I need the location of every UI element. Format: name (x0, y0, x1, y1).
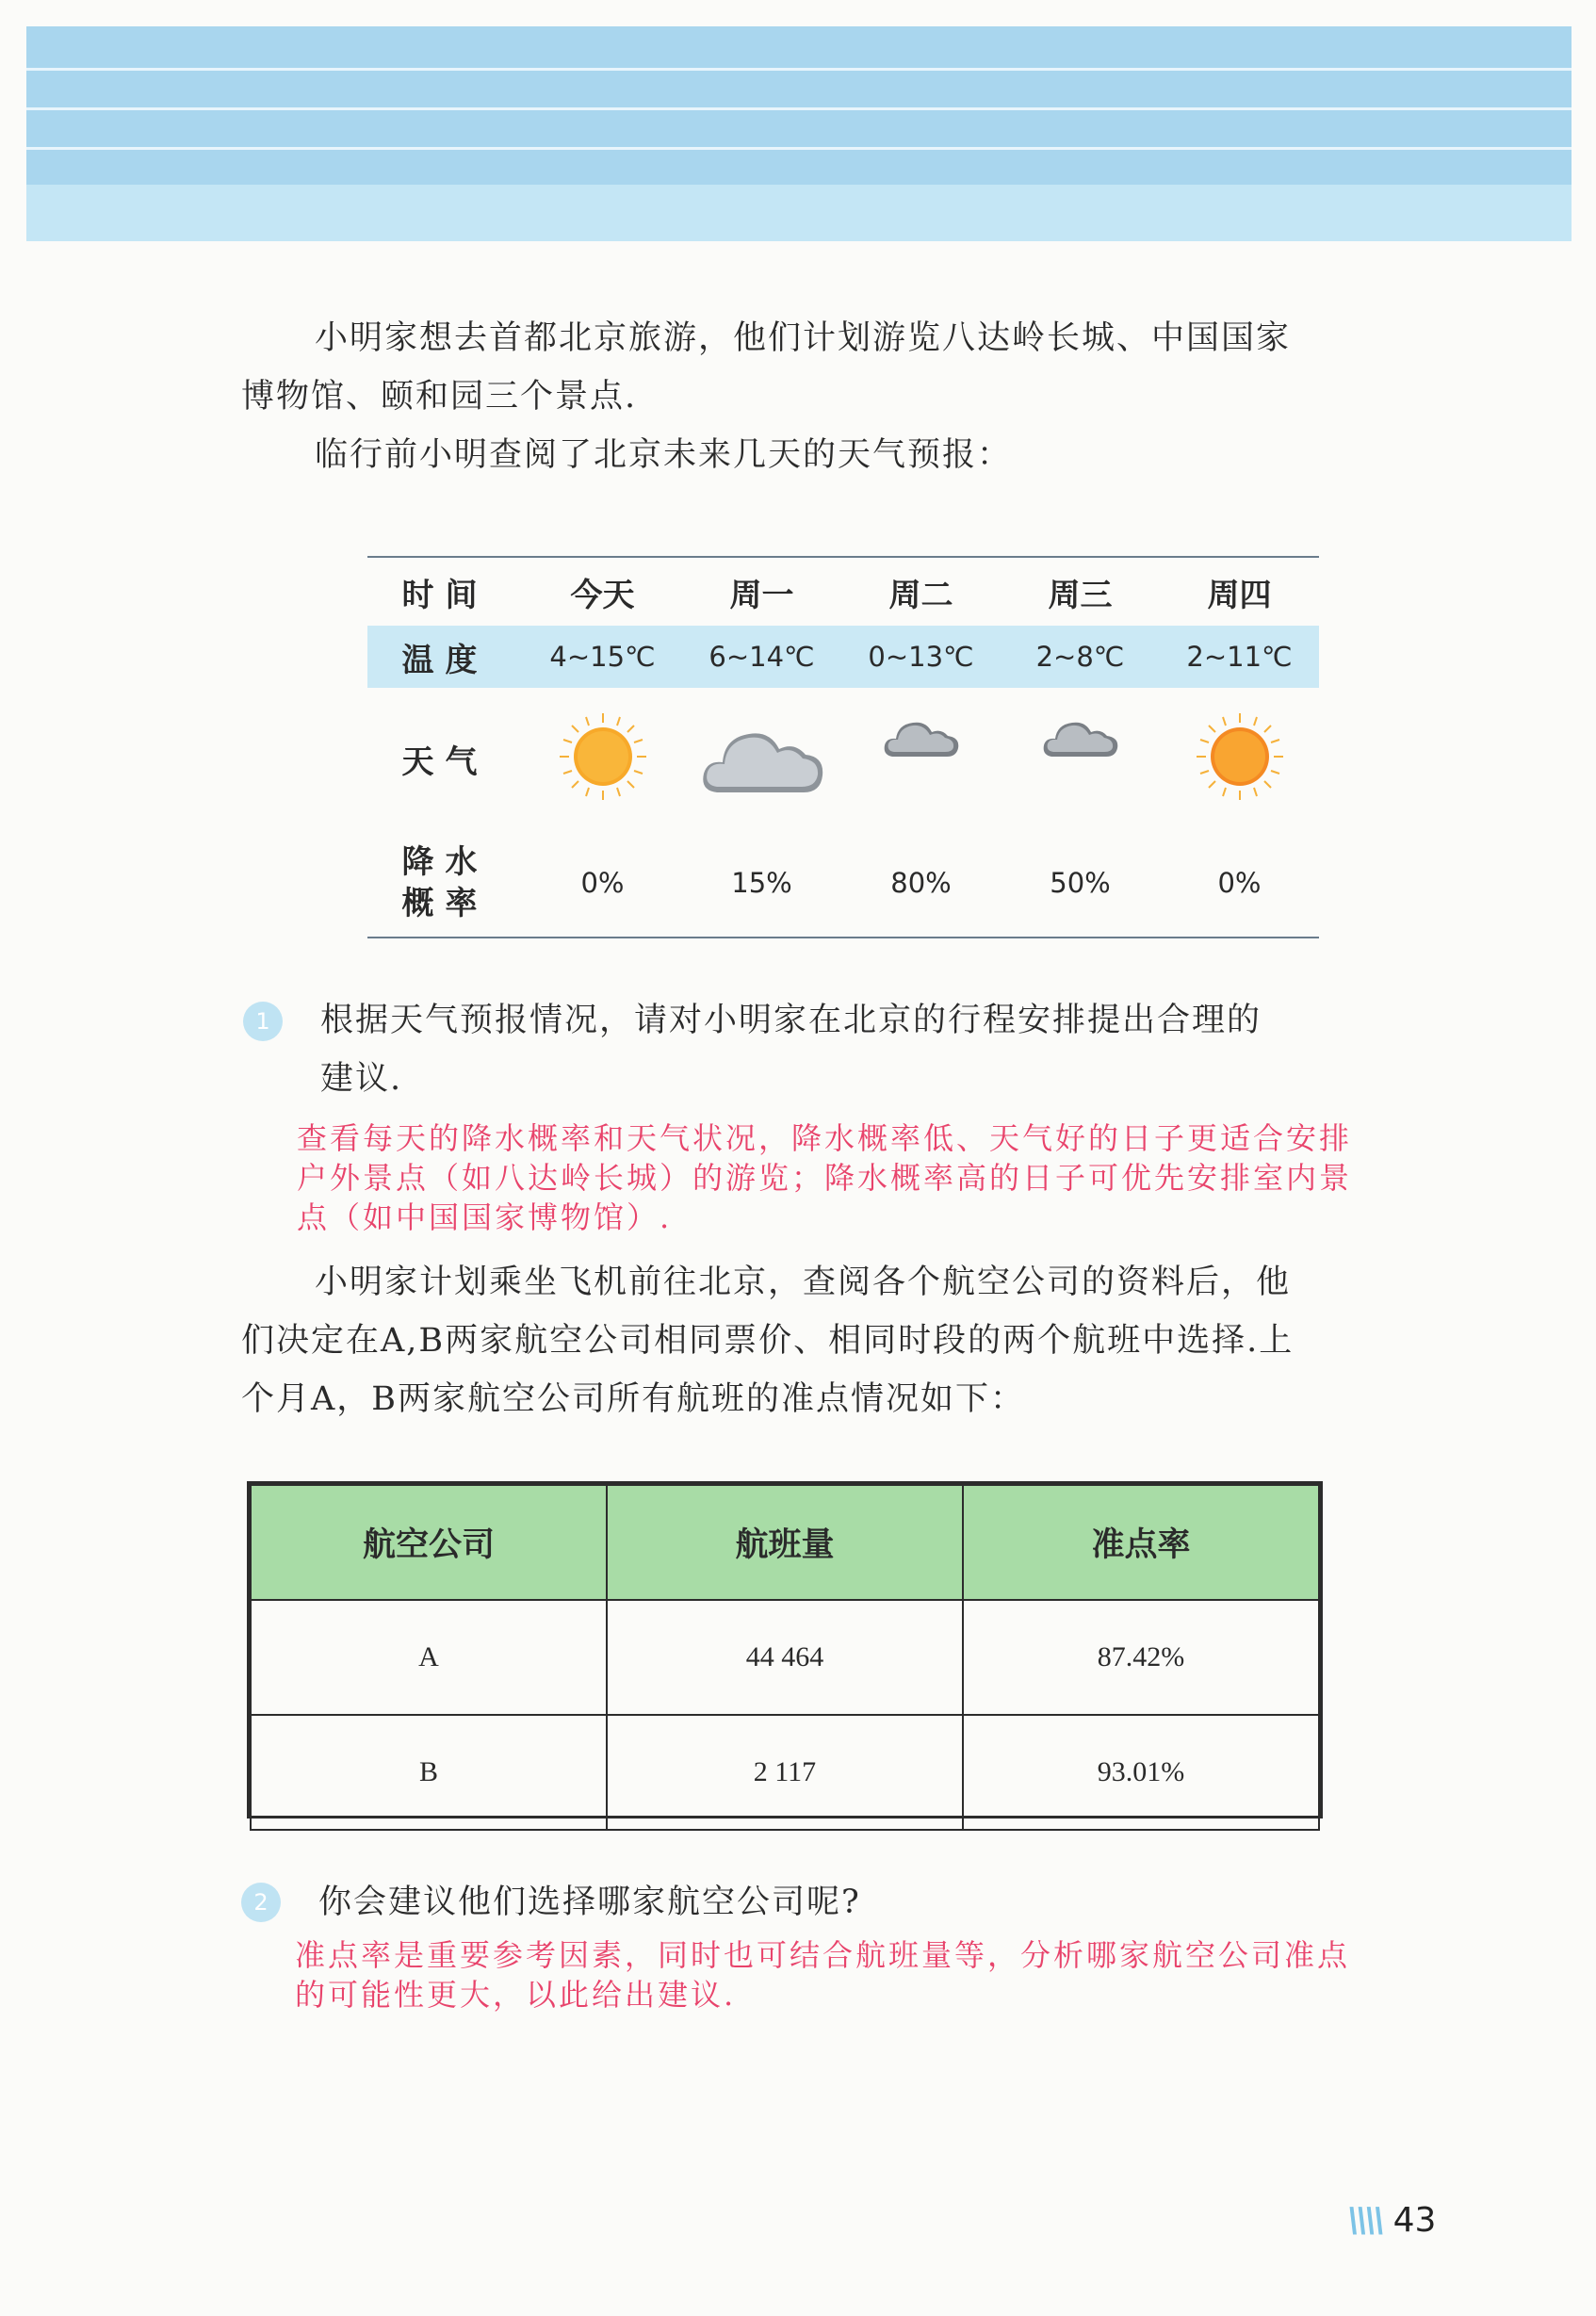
temp-cell: 0~13℃ (868, 641, 974, 673)
flight-intro-line-2: 们决定在A,B两家航空公司相同票价、相同时段的两个航班中选择.上 (241, 1322, 1295, 1360)
day-cell: 周一 (729, 576, 794, 614)
header-band (26, 26, 1572, 241)
table-row (251, 1715, 1319, 1830)
answer-2 (295, 1935, 1388, 2014)
flight-intro-line-1: 小明家计划乘坐飞机前往北京，查阅各个航空公司的资料后，他 (315, 1264, 1292, 1301)
table-cell: 87.42% (963, 1600, 1319, 1715)
table-cell: 44 464 (607, 1600, 963, 1715)
temp-cell: 2~11℃ (1186, 641, 1293, 673)
answer-2-line-2: 的可能性更大，以此给出建议. (295, 1977, 737, 2013)
temp-cell: 2~8℃ (1035, 641, 1125, 673)
intro-line-2: 博物馆、颐和园三个景点. (241, 378, 638, 416)
rain-probability-row (367, 829, 1319, 937)
sun-icon (556, 709, 650, 804)
weather-label: 天气 (401, 742, 489, 781)
table-cell: 93.01% (963, 1715, 1319, 1830)
flight-intro-line-3: 个月A，B两家航空公司所有航班的准点情况如下： (241, 1380, 1025, 1418)
weather-header-row (367, 558, 1319, 626)
time-label: 时间 (401, 576, 489, 614)
temperature-label: 温度 (401, 641, 489, 679)
airline-table (247, 1481, 1323, 1819)
flight-intro-paragraph (241, 1253, 1381, 1428)
table-header-row (251, 1485, 1319, 1600)
rain-cell: 0% (1217, 867, 1262, 899)
page-number: \\\\ 43 (1347, 2201, 1437, 2240)
table-cell: 2 117 (607, 1715, 963, 1830)
table-row (251, 1600, 1319, 1715)
rain-cell: 15% (731, 867, 792, 899)
question-number-badge: 2 (241, 1883, 281, 1922)
day-cell: 周三 (1048, 576, 1113, 614)
column-header: 航空公司 (251, 1485, 607, 1600)
rain-cell: 80% (890, 867, 952, 899)
question-2 (318, 1873, 1374, 1932)
answer-1-line-2: 户外景点（如八达岭长城）的游览；降水概率高的日子可优先安排室内景 (297, 1160, 1353, 1196)
temp-cell: 6~14℃ (708, 641, 815, 673)
question-2-line-1: 你会建议他们选择哪家航空公司呢? (318, 1884, 861, 1921)
weather-icon-row (367, 688, 1319, 829)
cloud-icon (1040, 709, 1121, 762)
table-cell: B (251, 1715, 607, 1830)
rain-probability-label: 降水 概率 (401, 843, 489, 922)
cloud-icon (881, 709, 962, 762)
column-header: 航班量 (607, 1485, 963, 1600)
intro-line-3: 临行前小明查阅了北京未来几天的天气预报： (315, 436, 1013, 474)
intro-paragraph (241, 309, 1381, 484)
answer-2-line-1: 准点率是重要参考因素，同时也可结合航班量等，分析哪家航空公司准点 (295, 1937, 1351, 1973)
day-cell: 今天 (570, 576, 635, 614)
day-cell: 周二 (888, 576, 953, 614)
cloud-icon (696, 709, 828, 804)
rain-cell: 50% (1050, 867, 1111, 899)
rain-cell: 0% (580, 867, 625, 899)
question-1-line-1: 根据天气预报情况，请对小明家在北京的行程安排提出合理的 (320, 1002, 1262, 1039)
sun-icon (1193, 709, 1287, 804)
intro-line-1: 小明家想去首都北京旅游，他们计划游览八达岭长城、中国国家 (315, 319, 1292, 357)
answer-1-line-1: 查看每天的降水概率和天气状况，降水概率低、天气好的日子更适合安排 (297, 1120, 1353, 1156)
weather-forecast-table (367, 556, 1319, 938)
column-header: 准点率 (963, 1485, 1319, 1600)
temp-cell: 4~15℃ (549, 641, 656, 673)
page-marks-icon: \\\\ (1347, 2201, 1382, 2240)
answer-1-line-3: 点（如中国国家博物馆）. (297, 1199, 673, 1235)
question-number-badge: 1 (243, 1002, 283, 1041)
day-cell: 周四 (1207, 576, 1272, 614)
question-1 (320, 991, 1376, 1108)
question-1-line-2: 建议. (320, 1060, 403, 1098)
table-cell: A (251, 1600, 607, 1715)
temperature-row (367, 626, 1319, 688)
answer-1 (297, 1118, 1390, 1237)
